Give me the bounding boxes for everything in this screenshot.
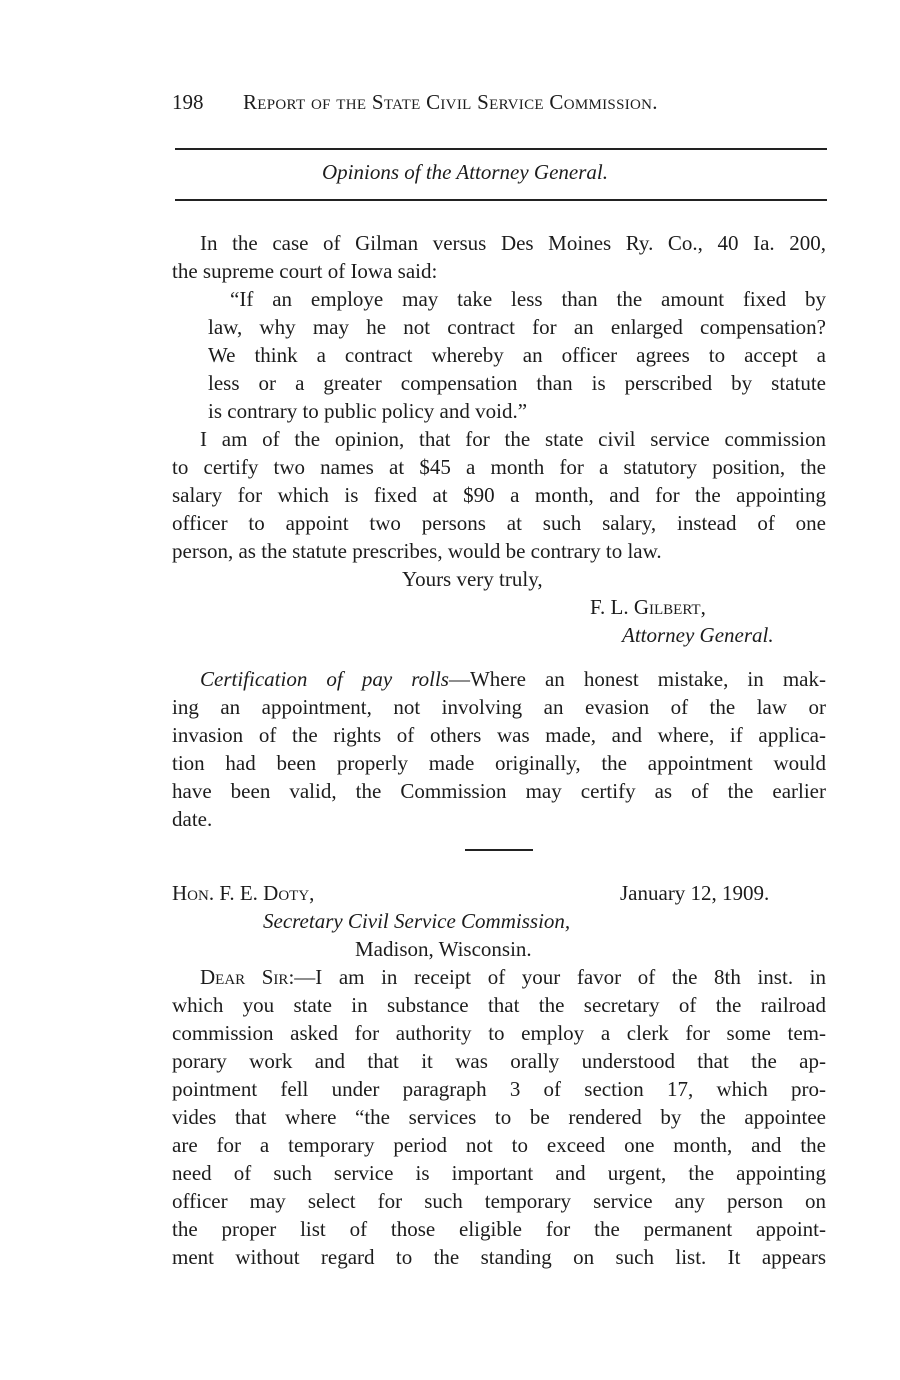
quote-line: law, why may he not contract for an enlarged compensation? <box>208 315 826 339</box>
closing: Yours very truly, <box>402 567 543 591</box>
letter-line: pointment fell under paragraph 3 of section 17, which pro- <box>172 1077 826 1101</box>
certification-first-line <box>200 665 826 693</box>
letter-line: are for a temporary period not to exceed one month, and the <box>172 1133 826 1157</box>
opinion-body-line: to certify two names at $45 a month for a statutory position, the <box>172 455 826 479</box>
header-rule-top <box>175 148 827 150</box>
quote-line: We think a contract whereby an officer agrees to accept a <box>208 343 826 367</box>
signer-title: Attorney General. <box>622 623 774 647</box>
opinion-intro-line: In the case of Gilman versus Des Moines Ry. Co., 40 Ia. 200, <box>200 231 826 255</box>
letter-line: officer may select for such temporary service any person on <box>172 1189 826 1213</box>
letter-line: which you state in substance that the secretary of the railroad <box>172 993 826 1017</box>
certification-heading: Certification of pay rolls <box>200 667 449 691</box>
certification-line: invasion of the rights of others was made, and where, if applica- <box>172 723 826 747</box>
quote-line: “If an employe may take less than the amount fixed by <box>230 287 826 311</box>
salutation: Dear Sir <box>200 965 289 989</box>
opinion-body-line: officer to appoint two persons at such salary, instead of one <box>172 511 826 535</box>
certification-line: tion had been properly made originally, the appointment would <box>172 751 826 775</box>
certification-line: ing an appointment, not involving an evasion of the law or <box>172 695 826 719</box>
letter-date: January 12, 1909. <box>620 881 770 905</box>
opinion-body-line: salary for which is fixed at $90 a month, and for the appointing <box>172 483 826 507</box>
certification-line: have been valid, the Commission may certify as of the earlier <box>172 779 826 803</box>
addressee-location: Madison, Wisconsin. <box>355 937 532 961</box>
letter-line: porary work and that it was orally understood that the ap- <box>172 1049 826 1073</box>
addressee-title: Secretary Civil Service Commission, <box>263 909 571 933</box>
quote-line: is contrary to public policy and void.” <box>208 399 528 423</box>
letter-text: :—I am in receipt of your favor of the 8th inst. in <box>288 965 826 989</box>
opinion-body-line: person, as the statute prescribes, would be contrary to law. <box>172 539 662 563</box>
opinion-intro-line: the supreme court of Iowa said: <box>172 259 438 283</box>
header-rule-bottom <box>175 199 827 201</box>
letter-line: ment without regard to the standing on such list. It appears <box>172 1245 826 1269</box>
letter-addressee <box>172 879 314 907</box>
letter-line: vides that where “the services to be rendered by the appointee <box>172 1105 826 1129</box>
page-number: 198 <box>172 90 204 114</box>
addressee-prefix: Hon. <box>172 881 215 905</box>
addressee-name: F. E. Doty, <box>219 881 315 905</box>
section-title: Opinions of the Attorney General. <box>322 160 608 184</box>
certification-line: date. <box>172 807 213 831</box>
quote-line: less or a greater compensation than is perscribed by statute <box>208 371 826 395</box>
letter-line: the proper list of those eligible for the permanent appoint- <box>172 1217 826 1241</box>
certification-text: —Where an honest mistake, in mak- <box>448 667 826 691</box>
signer-name: F. L. Gilbert, <box>590 595 706 619</box>
running-title: Report of the State Civil Service Commission. <box>243 90 658 114</box>
letter-first-line <box>200 963 826 991</box>
letter-line: need of such service is important and urgent, the appointing <box>172 1161 826 1185</box>
letter-line: commission asked for authority to employ a clerk for some tem- <box>172 1021 826 1045</box>
section-divider <box>465 849 533 851</box>
opinion-body-line: I am of the opinion, that for the state civil service commission <box>200 427 826 451</box>
